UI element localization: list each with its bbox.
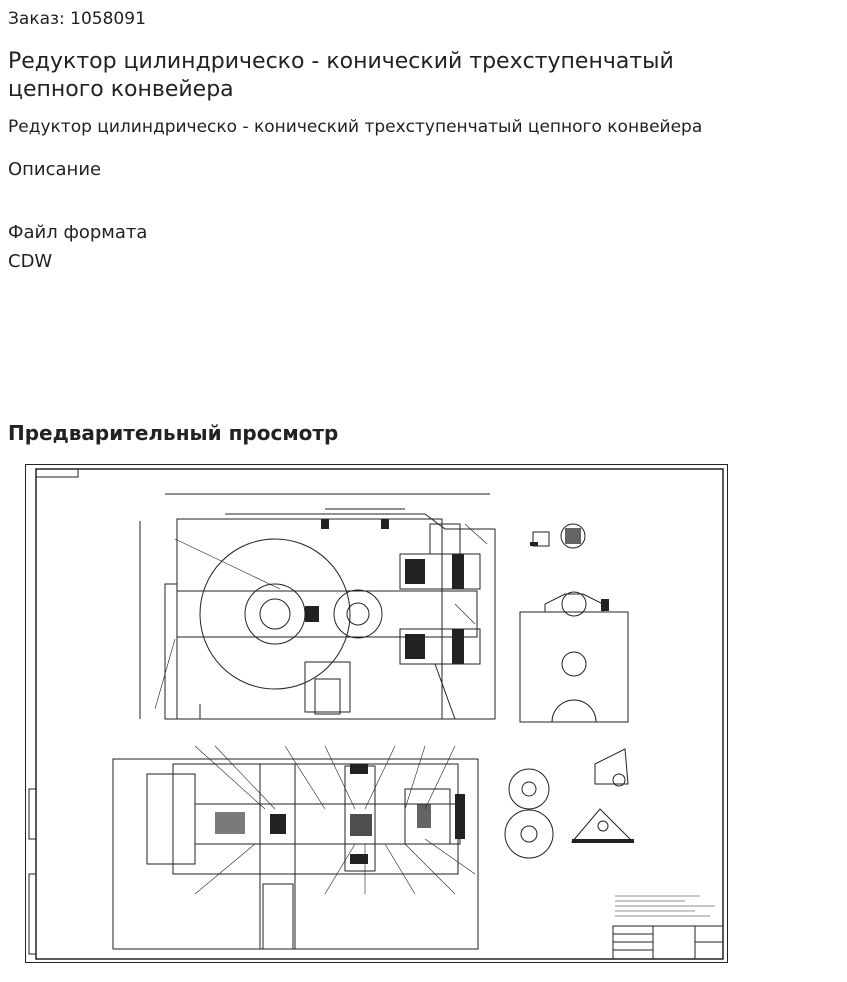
file-format-value: CDW bbox=[8, 251, 53, 272]
order-number: Заказ: 1058091 bbox=[8, 9, 146, 29]
gearbox-drawing-image bbox=[25, 464, 728, 963]
description-label: Описание bbox=[8, 159, 102, 180]
page-subtitle: Редуктор цилиндрическо - конический трехступенчатый цепного конвейера bbox=[8, 117, 703, 137]
file-format-label: Файл формата bbox=[8, 222, 148, 243]
preview-drawing[interactable] bbox=[25, 464, 728, 963]
preview-heading: Предварительный просмотр bbox=[8, 421, 339, 445]
page-title: Редуктор цилиндрическо - конический трехступенчатый цепного конвейера bbox=[8, 49, 674, 102]
